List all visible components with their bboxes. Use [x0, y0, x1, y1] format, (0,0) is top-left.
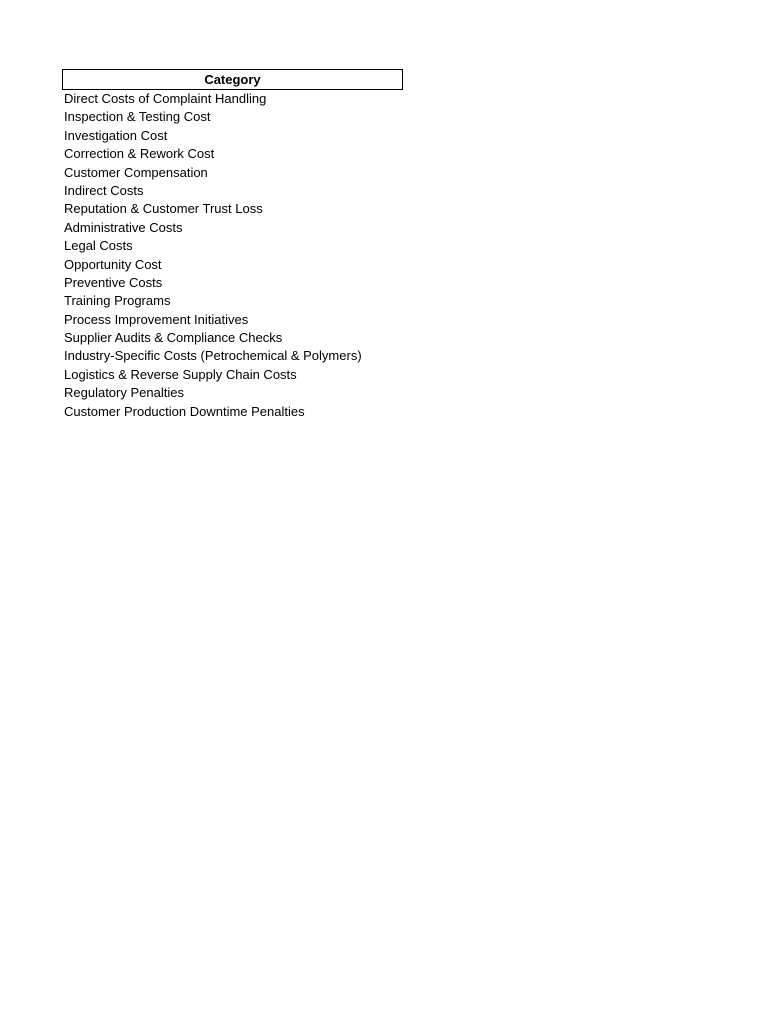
table-row: Industry-Specific Costs (Petrochemical & Polymers) — [64, 348, 362, 364]
table-row: Customer Compensation — [64, 164, 208, 180]
table-row: Inspection & Testing Cost — [64, 109, 211, 125]
table-row: Investigation Cost — [64, 127, 168, 143]
category-list — [62, 90, 403, 421]
table-row: Customer Production Downtime Penalties — [64, 403, 305, 419]
table-row: Opportunity Cost — [64, 256, 162, 272]
category-table — [62, 69, 403, 421]
table-row: Regulatory Penalties — [64, 385, 184, 401]
table-row: Logistics & Reverse Supply Chain Costs — [64, 366, 297, 382]
table-row: Preventive Costs — [64, 274, 163, 290]
table-row: Indirect Costs — [64, 182, 144, 198]
table-row: Direct Costs of Complaint Handling — [64, 91, 267, 106]
category-header: Category — [62, 69, 403, 90]
table-row: Process Improvement Initiatives — [64, 311, 249, 327]
table-row: Correction & Rework Cost — [64, 146, 215, 162]
table-row: Administrative Costs — [64, 219, 183, 235]
table-row: Reputation & Customer Trust Loss — [64, 201, 263, 217]
table-row: Legal Costs — [64, 238, 133, 254]
table-row: Training Programs — [64, 293, 171, 309]
table-row: Supplier Audits & Compliance Checks — [64, 330, 283, 346]
